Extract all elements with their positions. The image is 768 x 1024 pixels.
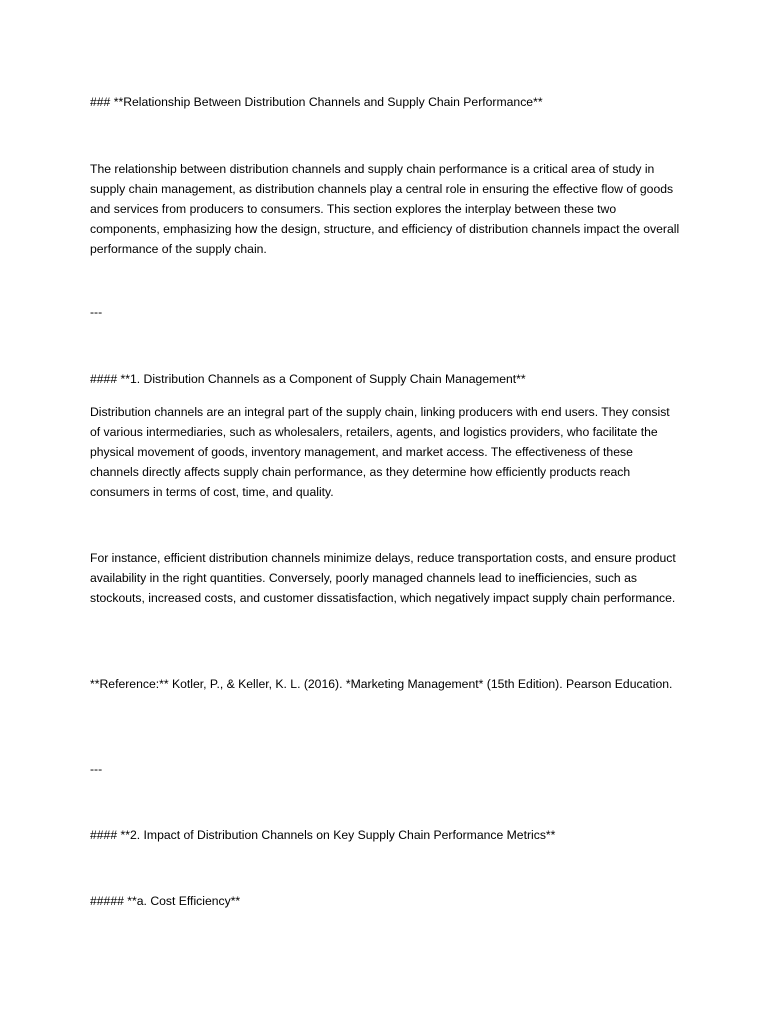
- separator: ---: [90, 305, 103, 319]
- section-2-heading: #### **2. Impact of Distribution Channels on Key Supply Chain Performance Metrics**: [90, 828, 556, 842]
- section-1-paragraph: Distribution channels are an integral part of the supply chain, linking producers with end users. They consist of various intermediaries, such as wholesalers, retailers, agents, and logistics providers, who facilitate the physical movement of goods, inventory management, and market access. The effectiveness of these channels directly affects supply chain performance, as they determine how efficiently products reach consumers in terms of cost, time, and quality.: [90, 405, 670, 499]
- section-1-heading: #### **1. Distribution Channels as a Component of Supply Chain Management**: [90, 372, 526, 386]
- subsection-a-heading: ##### **a. Cost Efficiency**: [90, 894, 241, 908]
- reference-citation: **Reference:** Kotler, P., & Keller, K. L. (2016). *Marketing Management* (15th Edition). Pearson Education.: [90, 677, 673, 691]
- intro-paragraph: The relationship between distribution channels and supply chain performance is a critical area of study in supply chain management, as distribution channels play a central role in ensuring the effective flow of goods and services from producers to consumers. This section explores the interplay between these two components, emphasizing how the design, structure, and efficiency of distribution channels impact the overall performance of the supply chain.: [90, 162, 680, 256]
- section-1-paragraph: For instance, efficient distribution channels minimize delays, reduce transportation costs, and ensure product availability in the right quantities. Conversely, poorly managed channels lead to inefficiencies, such as stockouts, increased costs, and customer dissatisfaction, which negatively impact supply chain performance.: [90, 551, 676, 605]
- separator: ---: [90, 762, 103, 776]
- main-heading: ### **Relationship Between Distribution Channels and Supply Chain Performance**: [90, 95, 543, 109]
